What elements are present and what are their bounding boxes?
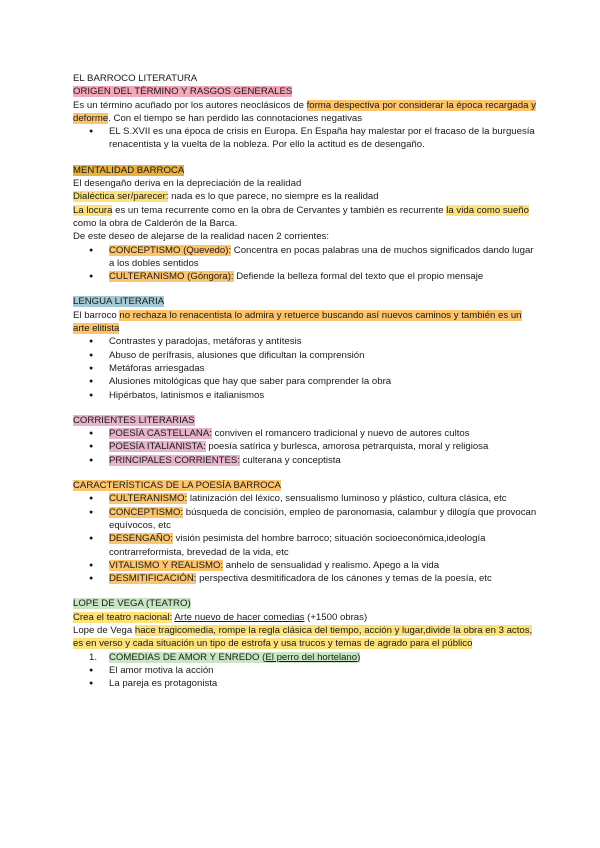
list-item: ● Abuso de perífrasis, alusiones que dificultan la comprensión	[73, 349, 538, 362]
list-item: ● POESÍA CASTELLANA: conviven el romancero tradicional y nuevo de autores cultos	[73, 427, 538, 440]
list-item: ● EL S.XVII es una época de crisis en Europa. En España hay malestar por el fracaso de la burguesía renacentista y la vuelta de la nobleza. Por ello la actitud es de desengaño.	[73, 125, 538, 152]
bullet-list-corrientes	[73, 244, 538, 284]
bullet-list-lope	[73, 664, 538, 691]
list-item: ● Hipérbatos, latinismos e italianismos	[73, 389, 538, 402]
list-item: ● VITALISMO Y REALISMO: anhelo de sensualidad y realismo. Apego a la vida	[73, 559, 538, 572]
list-item: ● Alusiones mitológicas que hay que saber para comprender la obra	[73, 375, 538, 388]
section-heading-lope: LOPE DE VEGA (TEATRO)	[73, 598, 191, 610]
list-item: ● La pareja es protagonista	[73, 677, 538, 690]
section-heading-mentalidad: MENTALIDAD BARROCA	[73, 164, 185, 176]
list-item: ● CULTERANISMO: latinización del léxico, sensualismo luminoso y plástico, cultura clásica, etc	[73, 492, 538, 505]
list-item: ● El amor motiva la acción	[73, 664, 538, 677]
list-item: ● PRINCIPALES CORRIENTES: culterana y conceptista	[73, 454, 538, 467]
paragraph: El desengaño deriva en la depreciación de la realidad	[73, 178, 302, 190]
section-heading-corrientes: CORRIENTES LITERARIAS	[73, 414, 195, 426]
paragraph-origen: Es un término acuñado por los autores neoclásicos de forma despectiva por considerar la época recargada y deforme. Con el tiempo se han perdido las connotaciones negativas	[73, 99, 536, 124]
list-item: ● DESENGAÑO: visión pesimista del hombre barroco; situación socioeconómica,ideología contrarreformista, brevedad de la vida, etc	[73, 532, 538, 559]
section-heading-lengua: LENGUA LITERARIA	[73, 296, 165, 308]
list-item: ● Metáforas arriesgadas	[73, 362, 538, 375]
paragraph: El barroco no rechaza lo renacentista lo admira y retuerce buscando así nuevos caminos y también es un arte elitista	[73, 309, 522, 335]
numbered-list-lope	[73, 651, 538, 664]
paragraph: Dialéctica ser/parecer: nada es lo que parece, no siempre es la realidad	[73, 191, 379, 203]
list-item: ● DESMITIFICACIÓN: perspectiva desmitificadora de los cánones y temas de la poesía, etc	[73, 572, 538, 585]
paragraph: Lope de Vega hace tragicomedia, rompe la regla clásica del tiempo, acción y lugar,divide la obra en 3 actos, es en verso y cada situación un tipo de estrofa y usa trucos y temas de agrado para el público	[73, 624, 533, 650]
list-item: 1. COMEDIAS DE AMOR Y ENREDO (El perro del hortelano)	[73, 651, 538, 664]
bullet-list-corrientes-literarias	[73, 427, 538, 467]
list-item: ● CULTERANISMO (Góngora): Defiende la belleza formal del texto que el propio mensaje	[73, 270, 538, 283]
document-title: EL BARROCO LITERATURA	[73, 73, 198, 84]
list-item: ● Contrastes y paradojas, metáforas y antítesis	[73, 335, 538, 348]
bullet-list-origen	[73, 125, 538, 152]
bullet-list-caracteristicas	[73, 492, 538, 585]
bullet-list-lengua	[73, 335, 538, 401]
paragraph: De este deseo de alejarse de la realidad nacen 2 corrientes:	[73, 231, 329, 243]
list-item: ● CONCEPTISMO (Quevedo): Concentra en pocas palabras una de muchos significados dando lugar a los dobles sentidos	[73, 244, 538, 271]
paragraph: La locura es un tema recurrente como en la obra de Cervantes y también es recurrente la vida como sueño como la obra de Calderón de la Barca.	[73, 204, 529, 229]
list-item: ● POESÍA ITALIANISTA: poesía satírica y burlesca, amorosa petrarquista, moral y religiosa	[73, 440, 538, 453]
section-heading-origen: ORIGEN DEL TÉRMINO Y RASGOS GENERALES	[73, 86, 293, 98]
paragraph: Crea el teatro nacional: Arte nuevo de hacer comedias (+1500 obras)	[73, 611, 368, 623]
list-item: ● CONCEPTISMO: búsqueda de concisión, empleo de paronomasia, calambur y dilogía que provocan equívocos, etc	[73, 506, 538, 533]
section-heading-caracteristicas: CARACTERÍSTICAS DE LA POESÍA BARROCA	[73, 480, 281, 492]
